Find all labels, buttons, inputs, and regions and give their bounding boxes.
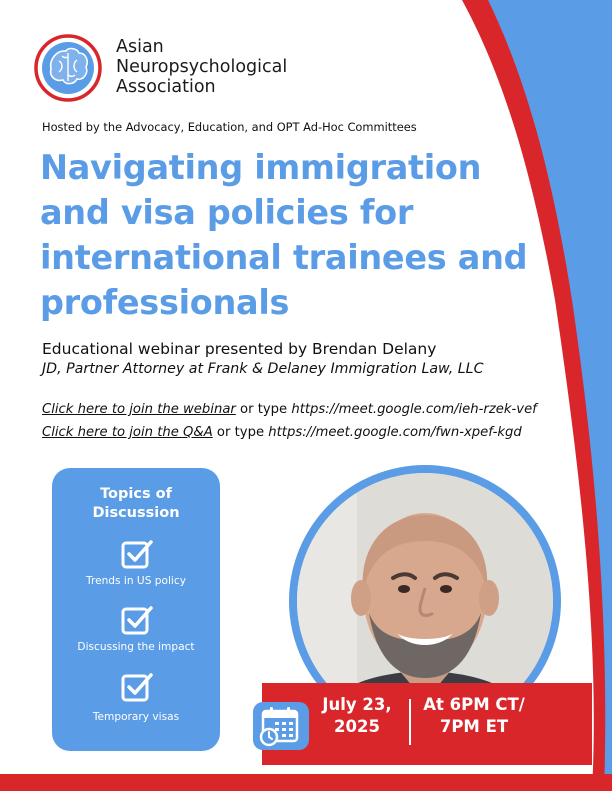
page-title: Navigating immigration and visa policies for international trainees and professionals [40,148,528,322]
topics-box [52,468,220,751]
join-webinar-link[interactable]: Click here to join the webinar [42,402,236,417]
hosted-by-text: Hosted by the Advocacy, Education, and OPT Ad-Hoc Committees [42,120,417,134]
calendar-badge [253,702,309,750]
topics-heading-line2: Discussion [92,505,180,521]
organization-name-line1: Asian [116,37,164,57]
brain-icon [33,33,103,103]
event-time-line2: 7PM ET [439,717,509,736]
checkbox-icon [120,671,154,703]
banner-divider [409,699,411,745]
topics-heading-line1: Topics of [100,486,172,502]
qa-link-row [42,425,522,440]
calendar-clock-icon [259,705,303,747]
organization-name-line3: Association [116,77,216,97]
event-date [312,694,402,738]
presenter-line: Educational webinar presented by Brendan Delany [42,340,437,358]
webinar-url: https://meet.google.com/ieh-rzek-vef [291,402,537,417]
join-qa-link[interactable]: Click here to join the Q&A [42,425,213,440]
checkbox-icon [120,604,154,636]
qa-url: https://meet.google.com/fwn-xpef-kgd [268,425,522,440]
topic-item-label: Discussing the impact [77,641,195,653]
presenter-credentials: JD, Partner Attorney at Frank & Delaney Immigration Law, LLC [42,361,484,377]
topic-item-label: Temporary visas [92,711,180,723]
checkbox-icon [120,538,154,570]
organization-name-line2: Neuropsychological [116,57,288,77]
event-date-line2: 2025 [334,717,380,736]
event-time [419,694,529,738]
qa-connector: or type [212,425,269,440]
webinar-link-row [42,402,537,417]
topics-heading [52,485,220,523]
organization-name [116,37,287,97]
webinar-connector: or type [235,402,292,417]
bottom-bar [0,774,612,791]
event-date-line1: July 23, [322,695,392,714]
event-date-banner [262,683,592,765]
topic-item-label: Trends in US policy [86,575,186,587]
event-time-line1: At 6PM CT/ [423,695,525,714]
